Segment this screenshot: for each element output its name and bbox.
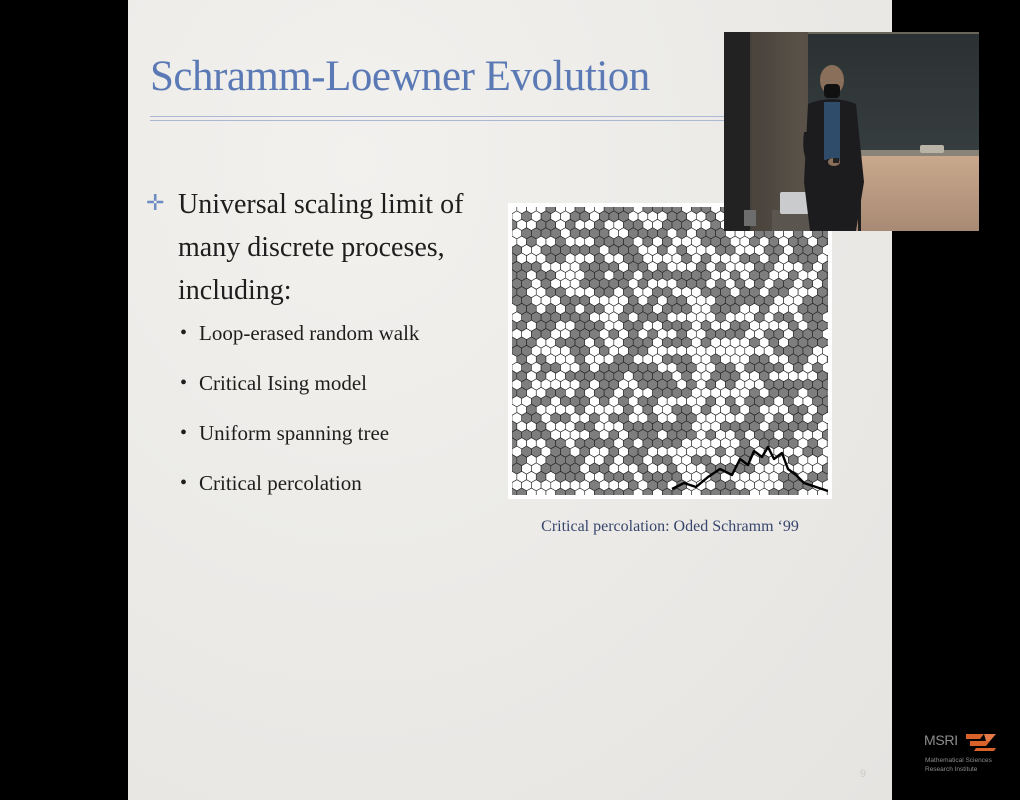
sub-bullet-label: Loop-erased random walk — [199, 320, 420, 345]
round-dot-icon: • — [180, 371, 188, 394]
list-item — [180, 408, 419, 458]
slide-title: Schramm-Loewner Evolution — [150, 53, 650, 100]
round-dot-icon: • — [180, 421, 188, 444]
list-item — [180, 358, 419, 408]
sub-bullet-list — [180, 308, 419, 508]
main-bullet-text: Universal scaling limit of many discrete proceses, including: — [178, 189, 464, 306]
list-item — [180, 458, 419, 508]
round-dot-icon: • — [180, 471, 188, 494]
speaker-camera-image — [724, 32, 979, 231]
hexagon-lattice-image — [512, 207, 828, 495]
sub-bullet-label: Critical percolation — [199, 470, 362, 495]
msri-mark-icon — [964, 730, 998, 752]
list-item — [180, 308, 419, 358]
msri-subtitle-line1: Mathematical Sciences — [925, 757, 992, 764]
sub-bullet-label: Uniform spanning tree — [199, 420, 390, 445]
round-dot-icon: • — [180, 321, 188, 344]
four-petal-bullet-icon: ✛ — [146, 190, 165, 215]
title-divider — [150, 116, 750, 121]
sub-bullet-label: Critical Ising model — [199, 370, 367, 395]
msri-logo-text: MSRI — [924, 732, 958, 748]
msri-subtitle-line2: Research Institute — [925, 766, 978, 773]
figure-caption: Critical percolation: Oded Schramm ‘99 — [541, 518, 799, 535]
percolation-figure — [508, 203, 832, 499]
speaker-video-inset — [724, 32, 979, 231]
page-number: 9 — [859, 768, 866, 780]
msri-logo — [924, 730, 1002, 778]
